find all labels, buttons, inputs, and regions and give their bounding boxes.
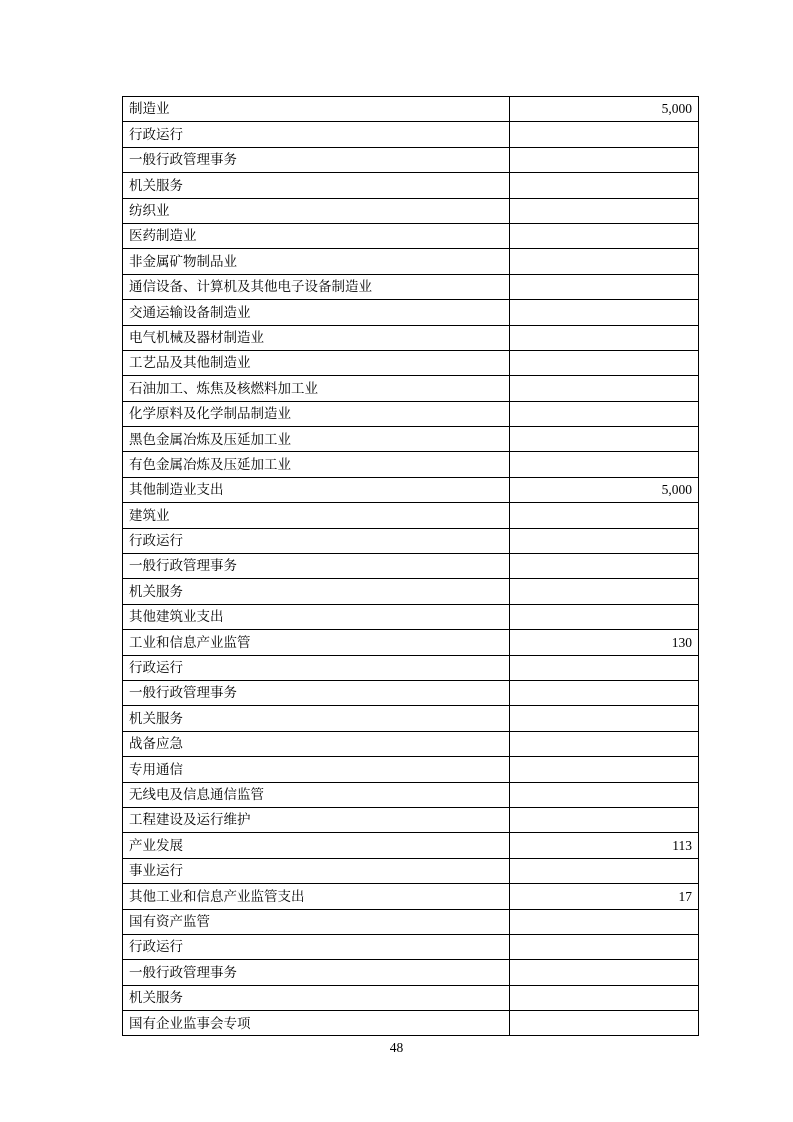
row-item-value: 17 [510,884,699,909]
table-row [123,528,699,553]
row-item-value [510,198,699,223]
row-item-label: 建筑业 [123,503,510,528]
table-row [123,909,699,934]
table-row [123,630,699,655]
table-row [123,427,699,452]
row-item-label: 机关服务 [123,173,510,198]
row-item-label: 其他建筑业支出 [123,604,510,629]
row-item-value [510,528,699,553]
row-item-label: 医药制造业 [123,223,510,248]
row-item-label: 行政运行 [123,655,510,680]
row-item-value [510,376,699,401]
row-item-label: 一般行政管理事务 [123,680,510,705]
row-item-value: 5,000 [510,477,699,502]
row-item-value [510,503,699,528]
row-item-label: 战备应急 [123,731,510,756]
row-item-value [510,706,699,731]
row-item-label: 一般行政管理事务 [123,554,510,579]
row-item-label: 其他制造业支出 [123,477,510,502]
row-item-label: 国有企业监事会专项 [123,1011,510,1036]
row-item-label: 一般行政管理事务 [123,960,510,985]
table-row [123,173,699,198]
row-item-value: 5,000 [510,97,699,122]
row-item-label: 无线电及信息通信监管 [123,782,510,807]
row-item-label: 纺织业 [123,198,510,223]
row-item-value [510,554,699,579]
row-item-label: 黑色金属冶炼及压延加工业 [123,427,510,452]
table-row [123,680,699,705]
row-item-label: 机关服务 [123,706,510,731]
row-item-value [510,731,699,756]
row-item-label: 非金属矿物制品业 [123,249,510,274]
row-item-value [510,350,699,375]
row-item-label: 产业发展 [123,833,510,858]
table-row [123,503,699,528]
row-item-label: 其他工业和信息产业监管支出 [123,884,510,909]
row-item-label: 一般行政管理事务 [123,147,510,172]
row-item-label: 专用通信 [123,757,510,782]
table-row [123,884,699,909]
row-item-value [510,858,699,883]
row-item-value [510,1011,699,1036]
table-row [123,579,699,604]
table-row [123,807,699,832]
table-row [123,325,699,350]
row-item-value [510,249,699,274]
row-item-value [510,173,699,198]
table-row [123,833,699,858]
table-row [123,985,699,1010]
table-row [123,147,699,172]
row-item-value [510,147,699,172]
row-item-value [510,401,699,426]
row-item-value: 113 [510,833,699,858]
table-row [123,401,699,426]
row-item-label: 事业运行 [123,858,510,883]
row-item-label: 制造业 [123,97,510,122]
row-item-value [510,427,699,452]
table-row [123,655,699,680]
row-item-label: 国有资产监管 [123,909,510,934]
row-item-value: 130 [510,630,699,655]
row-item-value [510,274,699,299]
row-item-value [510,122,699,147]
row-item-value [510,579,699,604]
row-item-value [510,807,699,832]
row-item-label: 工艺品及其他制造业 [123,350,510,375]
table-row [123,198,699,223]
row-item-value [510,300,699,325]
table-body [123,97,699,1036]
row-item-value [510,934,699,959]
row-item-label: 有色金属冶炼及压延加工业 [123,452,510,477]
table-row [123,1011,699,1036]
row-item-label: 化学原料及化学制品制造业 [123,401,510,426]
row-item-label: 行政运行 [123,122,510,147]
row-item-label: 行政运行 [123,934,510,959]
table-row [123,300,699,325]
row-item-value [510,985,699,1010]
table-row [123,934,699,959]
table-row [123,452,699,477]
row-item-value [510,782,699,807]
table-row [123,223,699,248]
page-number: 48 [389,1040,404,1055]
table-row [123,350,699,375]
row-item-value [510,680,699,705]
row-item-value [510,223,699,248]
table-row [123,274,699,299]
row-item-label: 电气机械及器材制造业 [123,325,510,350]
row-item-label: 行政运行 [123,528,510,553]
row-item-label: 交通运输设备制造业 [123,300,510,325]
table-row [123,604,699,629]
table-row [123,858,699,883]
row-item-label: 石油加工、炼焦及核燃料加工业 [123,376,510,401]
table-row [123,97,699,122]
row-item-value [510,604,699,629]
row-item-value [510,452,699,477]
budget-expenditure-table [122,96,699,1036]
table-row [123,122,699,147]
row-item-value [510,909,699,934]
table-row [123,376,699,401]
table-row [123,477,699,502]
row-item-label: 机关服务 [123,985,510,1010]
row-item-label: 工程建设及运行维护 [123,807,510,832]
table-row [123,249,699,274]
table-row [123,706,699,731]
row-item-value [510,325,699,350]
row-item-value [510,757,699,782]
table-row [123,554,699,579]
row-item-label: 通信设备、计算机及其他电子设备制造业 [123,274,510,299]
table-row [123,757,699,782]
row-item-label: 机关服务 [123,579,510,604]
row-item-value [510,655,699,680]
table-row [123,731,699,756]
table-row [123,782,699,807]
row-item-value [510,960,699,985]
table-row [123,960,699,985]
row-item-label: 工业和信息产业监管 [123,630,510,655]
